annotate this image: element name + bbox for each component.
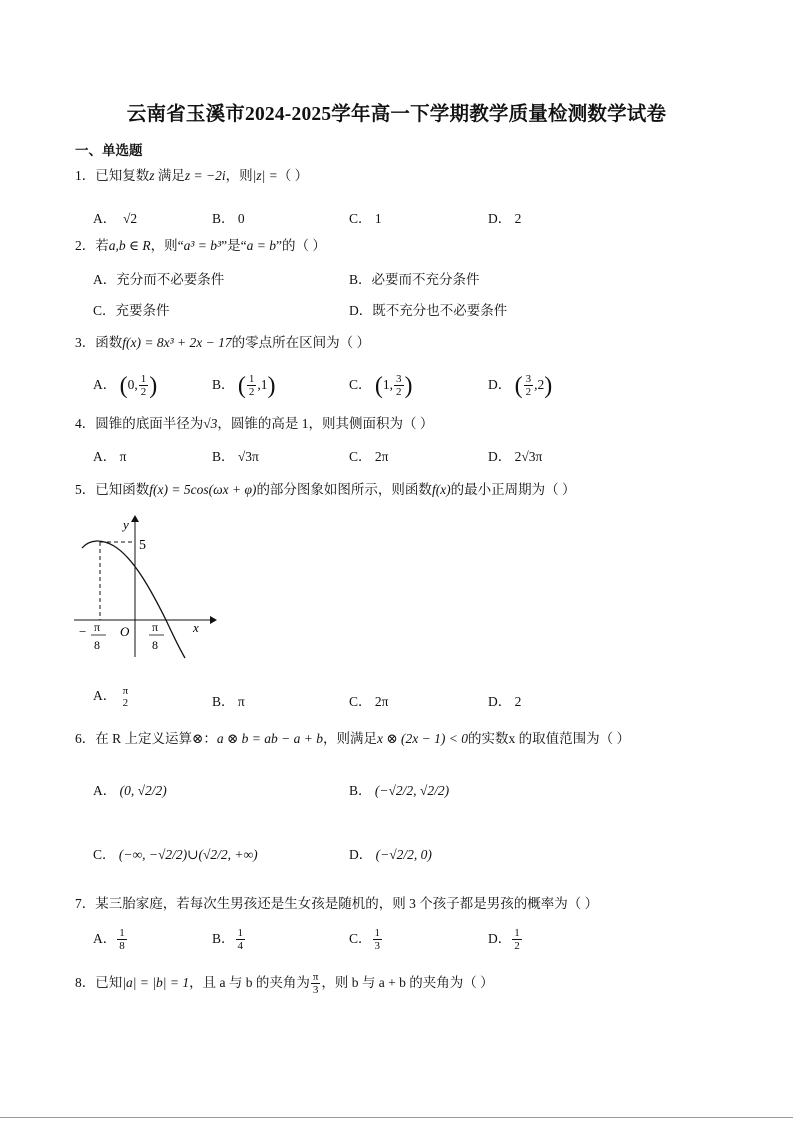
fraction	[394, 373, 404, 398]
option-label: C．	[93, 303, 116, 318]
option-label: A．	[93, 377, 117, 392]
option-c[interactable]	[349, 690, 388, 710]
question-4	[75, 412, 433, 432]
question-2	[75, 234, 326, 254]
math-var: z	[149, 168, 155, 183]
denominator: 4	[237, 940, 244, 953]
option-label: C．	[349, 694, 372, 709]
stem-text: 的实数x 的取值范围为（ ）	[468, 731, 630, 746]
paren: (	[237, 372, 246, 399]
fraction	[524, 373, 534, 398]
page-bottom-rule	[0, 1117, 793, 1118]
stem-text: 某三胎家庭，若每次生男孩还是生女孩是随机的，则 3 个孩子都是男孩的概率为（ ）	[95, 896, 599, 911]
denominator: 2	[396, 386, 402, 399]
option-c[interactable]	[349, 927, 383, 952]
stem-text: ”是“	[221, 238, 247, 253]
math-expr: a = b	[246, 238, 276, 253]
paren: )	[267, 372, 276, 399]
option-b[interactable]	[212, 927, 246, 952]
interval-low: 0	[127, 377, 135, 392]
numerator: 1	[248, 373, 255, 386]
denominator: 2	[514, 940, 520, 953]
option-label: C．	[93, 847, 116, 862]
option-c[interactable]	[93, 843, 258, 863]
option-label: B．	[212, 377, 235, 392]
math-expr: f(x) = 5cos(ωx + φ)	[149, 482, 257, 497]
option-label: B．	[212, 931, 235, 946]
stem-text: ，且 a 与 b 的夹角为	[189, 975, 310, 990]
question-3	[75, 331, 370, 351]
numerator: 3	[396, 373, 402, 386]
left-tick-den: 8	[94, 638, 100, 652]
right-tick-den: 8	[152, 638, 158, 652]
option-label: B．	[349, 272, 372, 287]
option-label: A．	[93, 211, 117, 226]
question-5	[75, 478, 576, 498]
question-number: 1．	[75, 168, 96, 183]
option-c[interactable]: C． (1, $\frac{3}{2}$ )	[349, 372, 413, 399]
math-var: a,b ∈ R	[108, 238, 151, 253]
math-expr: √3	[203, 416, 218, 431]
paren: )	[404, 372, 413, 399]
stem-text: 已知函数	[95, 482, 150, 497]
page-title: 云南省玉溪市2024-2025学年高一下学期教学质量检测数学试卷	[126, 104, 667, 125]
denominator: 3	[374, 940, 381, 953]
option-label: C．	[349, 449, 372, 464]
stem-text: 满足	[154, 168, 185, 183]
numerator: 1	[237, 927, 244, 940]
stem-text: ”的（ ）	[275, 238, 326, 253]
numerator: π	[312, 971, 319, 984]
option-b[interactable]: B． ( $\frac{1}{2}$ ,1)	[212, 372, 276, 399]
option-c[interactable]	[349, 207, 382, 227]
option-label: B．	[349, 783, 372, 798]
math-expr: f(x)	[431, 482, 451, 497]
fraction	[373, 927, 383, 952]
option-label: B．	[212, 449, 235, 464]
option-label: B．	[212, 211, 235, 226]
option-text: 0	[237, 211, 245, 226]
cosine-graph	[72, 512, 217, 662]
math-expr: x ⊗ (2x − 1) < 0	[376, 731, 468, 746]
stem-text: 的零点所在区间为（ ）	[231, 335, 370, 350]
fraction	[247, 373, 257, 398]
fraction	[512, 927, 522, 952]
denominator: 2	[122, 696, 129, 709]
option-d[interactable]	[488, 927, 523, 952]
option-text: 2π	[374, 694, 389, 709]
question-1	[75, 164, 308, 184]
stem-text: 的部分图象如图所示，则函数	[256, 482, 432, 497]
denominator: 2	[525, 386, 532, 399]
math-expr: a³ = b³	[183, 238, 222, 253]
option-c[interactable]	[93, 299, 170, 319]
y-axis-arrow	[131, 515, 139, 522]
option-a[interactable]	[93, 684, 131, 709]
option-text: (−√2/2, √2/2)	[374, 783, 450, 798]
math-expr: a ⊗ b = ab − a + b	[216, 731, 323, 746]
x-axis-arrow	[210, 616, 217, 624]
option-text: 2√3π	[514, 449, 543, 464]
stem-text: ，圆锥的高是 1，则其侧面积为（ ）	[217, 416, 434, 431]
math-expr: z = −2i	[184, 168, 226, 183]
question-number: 7．	[75, 896, 96, 911]
option-d[interactable]	[488, 690, 521, 710]
numerator: 3	[525, 373, 532, 386]
denominator: 8	[119, 940, 125, 953]
option-label: C．	[349, 211, 372, 226]
option-text: 2	[514, 694, 522, 709]
interval-low: 1	[382, 377, 390, 392]
option-text: π	[237, 694, 245, 709]
option-label: A．	[93, 449, 117, 464]
denominator: 3	[312, 984, 319, 997]
option-text: 必要而不充分条件	[371, 272, 480, 287]
option-d[interactable]	[488, 207, 521, 227]
fraction	[311, 971, 321, 996]
option-c[interactable]	[349, 445, 388, 465]
option-text: (−∞, −√2/2)∪(√2/2, +∞)	[118, 847, 258, 862]
x-label: x	[193, 620, 199, 635]
question-number: 5．	[75, 482, 96, 497]
numerator: 1	[119, 927, 125, 940]
section-heading: 一、单选题	[75, 143, 143, 158]
origin-label: O	[120, 624, 130, 639]
stem-text: 若	[95, 238, 109, 253]
question-6	[75, 727, 630, 747]
paren: )	[544, 372, 553, 399]
option-text: (−√2/2, 0)	[375, 847, 432, 862]
fraction	[139, 373, 149, 398]
stem-text: ，则“	[150, 238, 184, 253]
option-label: D．	[488, 211, 512, 226]
question-7	[75, 892, 598, 912]
option-d[interactable]	[349, 843, 432, 863]
option-text: 2	[514, 211, 522, 226]
option-text: π	[119, 449, 127, 464]
option-label: D．	[349, 303, 373, 318]
denominator: 2	[140, 386, 147, 399]
option-label: D．	[488, 694, 512, 709]
option-text: 1	[374, 211, 382, 226]
question-number: 3．	[75, 335, 96, 350]
stem-text: 已知复数	[95, 168, 150, 183]
option-b[interactable]	[212, 207, 245, 227]
math-expr: f(x) = 8x³ + 2x − 17	[122, 335, 232, 350]
paren: (	[119, 372, 128, 399]
numerator: 1	[140, 373, 147, 386]
option-text: (0, √2/2)	[119, 783, 167, 798]
option-label: C．	[349, 931, 372, 946]
numerator: π	[122, 684, 129, 697]
option-label: D．	[349, 847, 373, 862]
stem-text: ，则 b 与 a + b 的夹角为（ ）	[321, 975, 494, 990]
option-label: A．	[93, 688, 117, 703]
option-text: 充分而不必要条件	[116, 272, 225, 287]
stem-text: ，则满足	[322, 731, 377, 746]
option-b[interactable]	[212, 690, 245, 710]
option-a[interactable]: A． (0, $\frac{1}{2}$ )	[93, 372, 158, 399]
option-label: D．	[488, 449, 512, 464]
fraction	[117, 927, 127, 952]
option-d[interactable]	[488, 445, 542, 465]
fraction	[236, 927, 246, 952]
option-b[interactable]	[349, 779, 449, 799]
option-label: C．	[349, 377, 372, 392]
stem-text: 在 R 上定义运算⊗：	[95, 731, 217, 746]
max-label: 5	[139, 538, 146, 553]
option-a[interactable]	[93, 445, 126, 465]
option-text: 既不充分也不必要条件	[372, 303, 508, 318]
left-tick-num: π	[94, 620, 101, 634]
option-text: √3π	[237, 449, 259, 464]
right-tick-num: π	[152, 620, 159, 634]
option-d[interactable]: D． ( $\frac{3}{2}$ ,2)	[488, 372, 553, 399]
paren: (	[514, 372, 523, 399]
question-8	[75, 971, 494, 996]
option-a[interactable]	[93, 207, 137, 227]
paren: (	[374, 372, 383, 399]
option-text: 充要条件	[115, 303, 170, 318]
option-a[interactable]	[93, 779, 167, 799]
question-number: 6．	[75, 731, 96, 746]
question-number: 4．	[75, 416, 96, 431]
option-label: D．	[488, 377, 512, 392]
option-b[interactable]	[349, 268, 480, 288]
numerator: 1	[374, 927, 381, 940]
math-expr: |a| = |b| = 1	[122, 975, 190, 990]
option-label: B．	[212, 694, 235, 709]
fraction	[121, 685, 131, 709]
question-number: 2．	[75, 238, 96, 253]
stem-text: 已知	[95, 975, 123, 990]
option-a[interactable]	[93, 268, 224, 288]
math-expr: |z| =	[252, 168, 278, 183]
option-label: A．	[93, 272, 117, 287]
option-label: A．	[93, 783, 117, 798]
option-b[interactable]	[212, 445, 259, 465]
stem-text: 圆锥的底面半径为	[95, 416, 204, 431]
stem-text: （ ）	[277, 168, 309, 183]
left-tick-sign: −	[79, 624, 87, 639]
option-a[interactable]	[93, 927, 128, 952]
question-number: 8．	[75, 975, 96, 990]
option-label: D．	[488, 931, 512, 946]
interval-high: 2	[537, 377, 545, 392]
y-label: y	[123, 517, 129, 532]
stem-text: 的最小正周期为（ ）	[450, 482, 576, 497]
numerator: 1	[514, 927, 520, 940]
stem-text: 函数	[95, 335, 123, 350]
interval-high: 1	[260, 377, 268, 392]
option-text: √2	[123, 211, 138, 226]
paren: )	[149, 372, 158, 399]
option-d[interactable]	[349, 299, 507, 319]
denominator: 2	[248, 386, 255, 399]
stem-text: ，则	[225, 168, 253, 183]
option-text: 2π	[374, 449, 389, 464]
option-label: A．	[93, 931, 117, 946]
